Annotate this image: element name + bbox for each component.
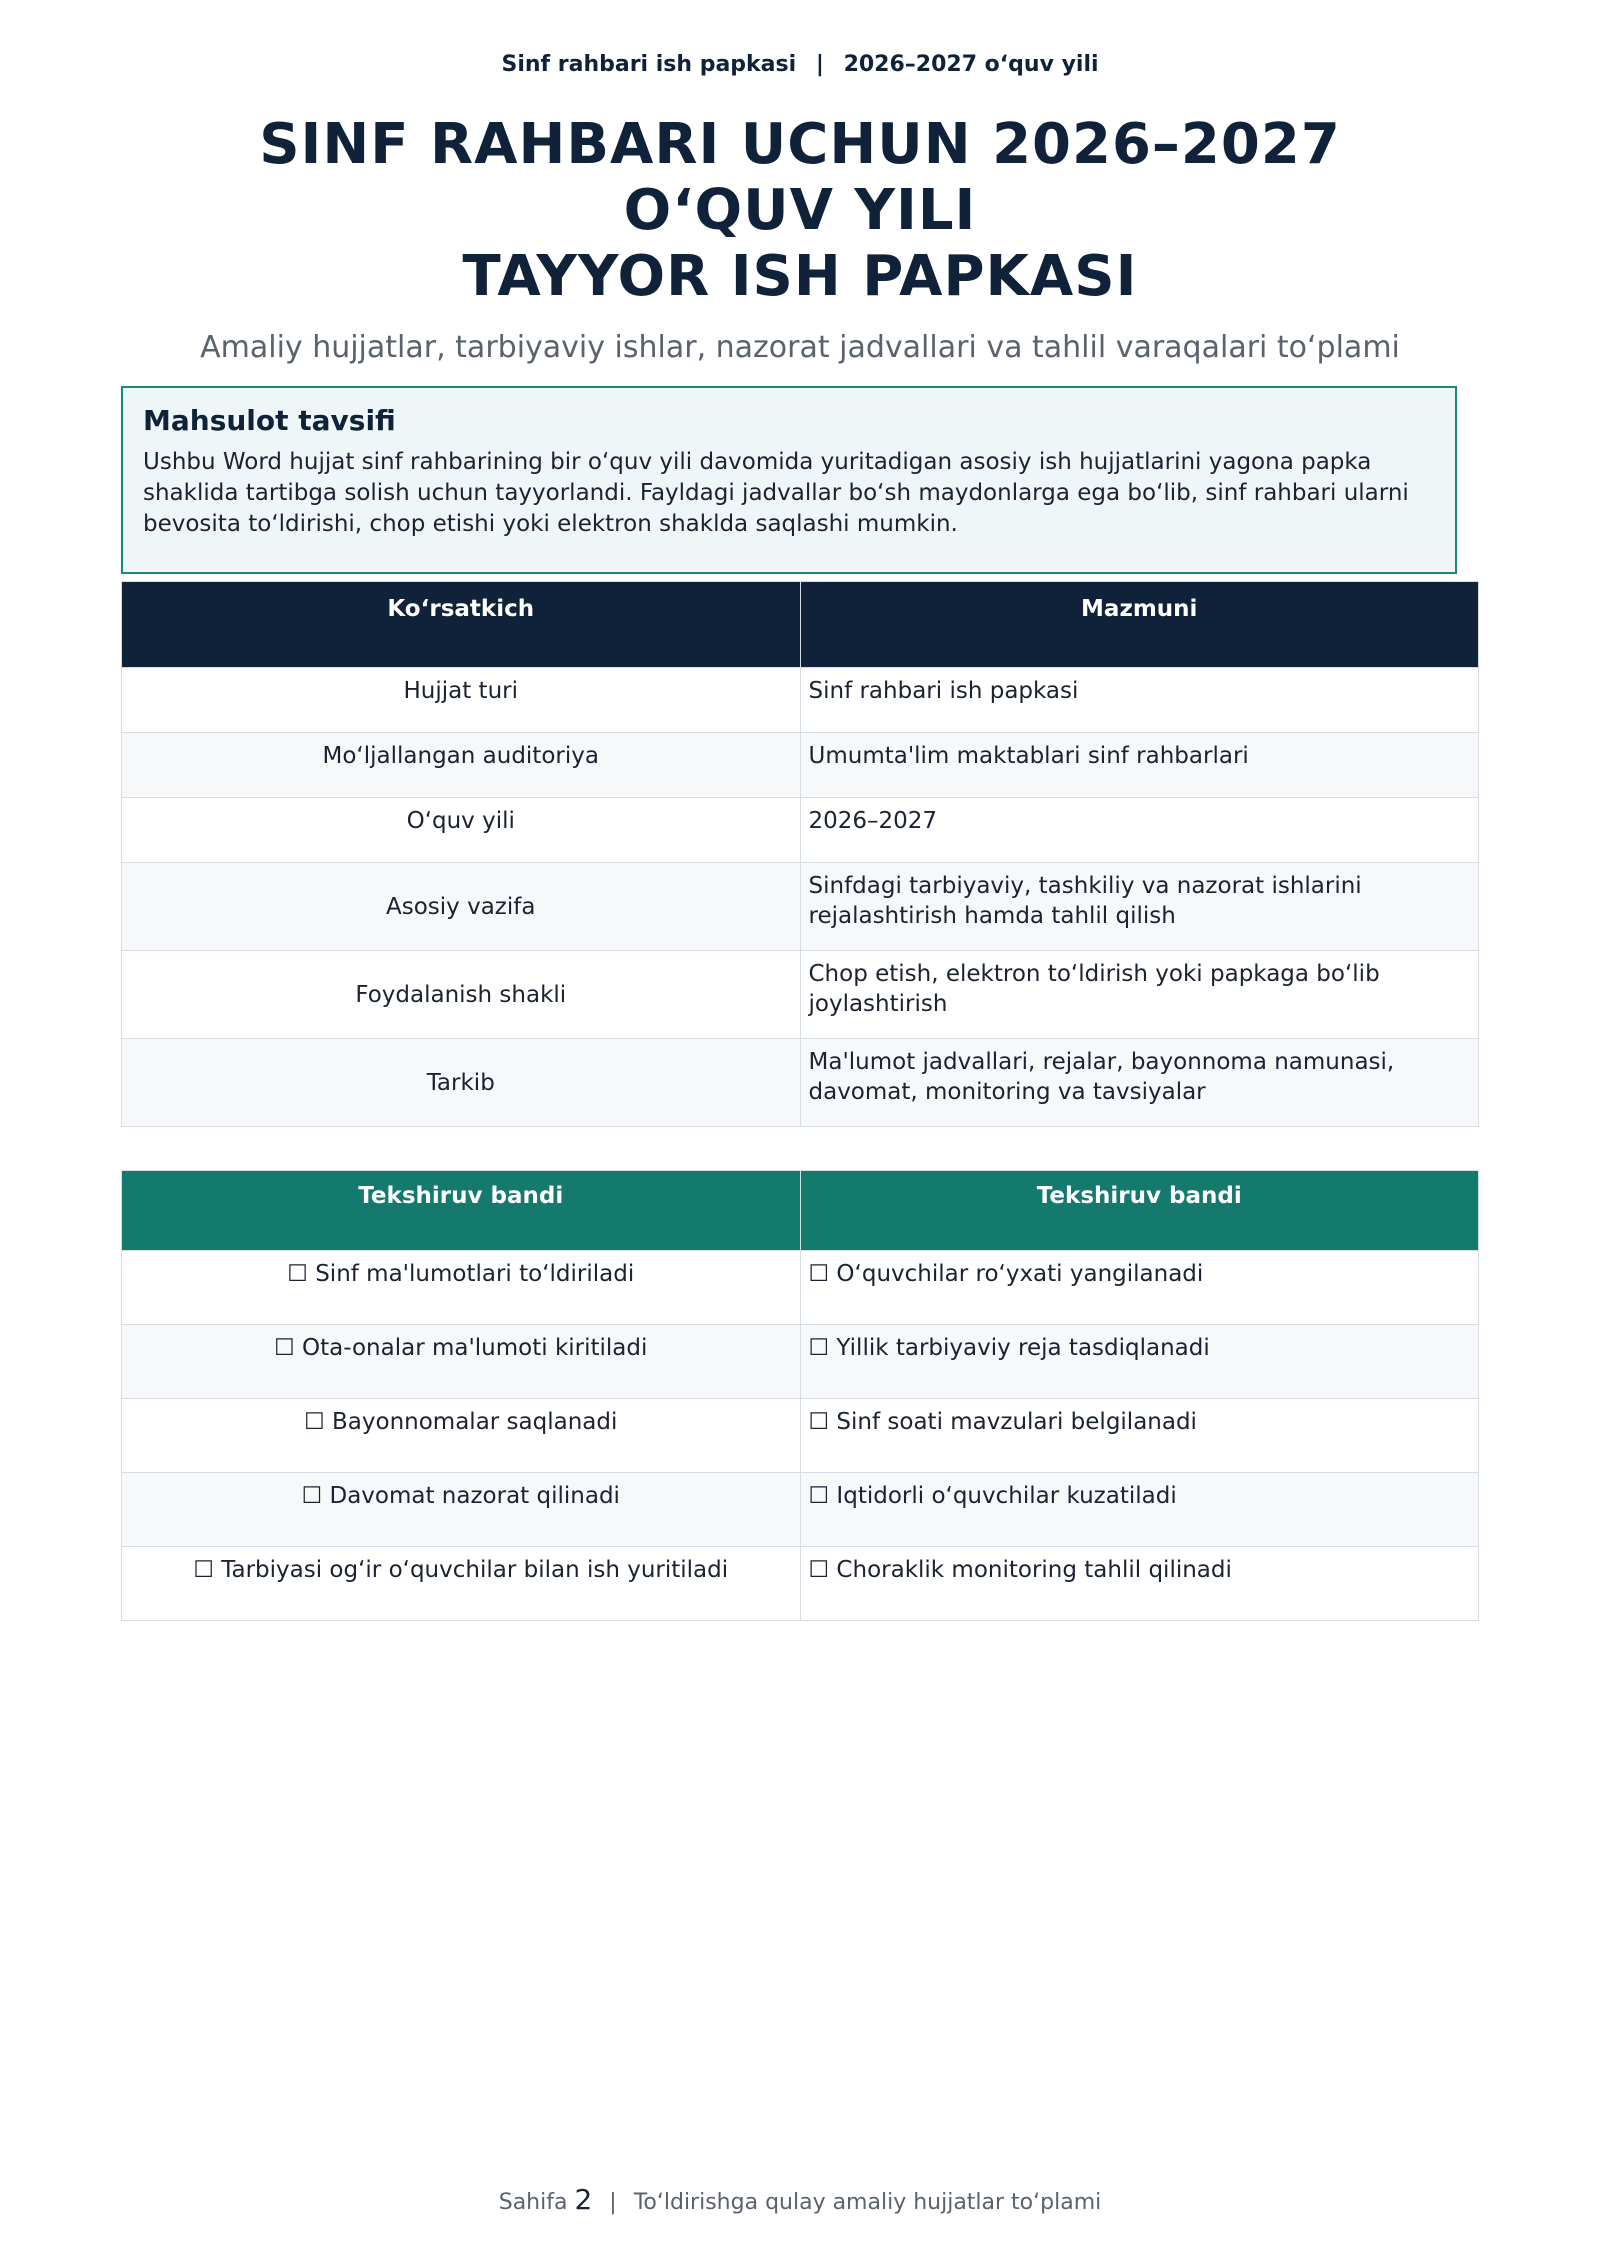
table-row — [122, 1399, 1479, 1473]
document-subtitle: Amaliy hujjatlar, tarbiyaviy ishlar, nazorat jadvallari va tahlil varaqalari to‘plami — [200, 330, 1400, 365]
table-row — [122, 1039, 1479, 1127]
info-header-indicator: Ko‘rsatkich — [122, 582, 801, 668]
info-value: Sinf rahbari ish papkasi — [800, 668, 1479, 733]
checklist-item[interactable]: ☐ Sinf ma'lumotlari to‘ldiriladi — [122, 1251, 801, 1325]
info-key: Hujjat turi — [122, 668, 801, 733]
checklist-item[interactable]: ☐ Bayonnomalar saqlanadi — [122, 1399, 801, 1473]
document-title — [150, 112, 1450, 310]
info-key: O‘quv yili — [122, 798, 801, 863]
header-right: 2026–2027 o‘quv yili — [843, 52, 1099, 77]
info-value: Umumta'lim maktablari sinf rahbarlari — [800, 733, 1479, 798]
description-heading: Mahsulot tavsifi — [143, 404, 396, 437]
checklist-item[interactable]: ☐ Yillik tarbiyaviy reja tasdiqlanadi — [800, 1325, 1479, 1399]
header-separator: | — [815, 52, 824, 77]
footer-page-label: Sahifa — [498, 2190, 568, 2215]
checklist-item[interactable]: ☐ Tarbiyasi og‘ir o‘quvchilar bilan ish yuritiladi — [122, 1547, 801, 1621]
running-header — [0, 52, 1600, 77]
table-row — [122, 951, 1479, 1039]
info-key: Foydalanish shakli — [122, 951, 801, 1039]
checklist-table — [121, 1170, 1479, 1621]
table-row — [122, 1251, 1479, 1325]
table-row — [122, 798, 1479, 863]
table-row — [122, 1547, 1479, 1621]
header-left: Sinf rahbari ish papkasi — [501, 52, 797, 77]
title-line-2: TAYYOR ISH PAPKASI — [462, 244, 1138, 309]
footer-separator: | — [609, 2190, 617, 2215]
table-row — [122, 1473, 1479, 1547]
info-key: Tarkib — [122, 1039, 801, 1127]
table-row — [122, 1325, 1479, 1399]
info-table-header-row — [122, 582, 1479, 668]
info-value: Sinfdagi tarbiyaviy, tashkiliy va nazorat ishlarini rejalashtirish hamda tahlil qilish — [800, 863, 1479, 951]
title-line-1: SINF RAHBARI UCHUN 2026–2027 O‘QUV YILI — [259, 112, 1341, 243]
checklist-header-row — [122, 1171, 1479, 1251]
info-header-content: Mazmuni — [800, 582, 1479, 668]
table-row — [122, 668, 1479, 733]
footer-text: To‘ldirishga qulay amaliy hujjatlar to‘plami — [633, 2190, 1102, 2215]
checklist-item[interactable]: ☐ O‘quvchilar ro‘yxati yangilanadi — [800, 1251, 1479, 1325]
info-value: Chop etish, elektron to‘ldirish yoki papkaga bo‘lib joylashtirish — [800, 951, 1479, 1039]
table-row — [122, 733, 1479, 798]
info-value: Ma'lumot jadvallari, rejalar, bayonnoma namunasi, davomat, monitoring va tavsiyalar — [800, 1039, 1479, 1127]
info-key: Mo‘ljallangan auditoriya — [122, 733, 801, 798]
checklist-item[interactable]: ☐ Sinf soati mavzulari belgilanadi — [800, 1399, 1479, 1473]
checklist-item[interactable]: ☐ Davomat nazorat qilinadi — [122, 1473, 801, 1547]
checklist-header-left: Tekshiruv bandi — [122, 1171, 801, 1251]
page-footer — [0, 2183, 1600, 2216]
info-value: 2026–2027 — [800, 798, 1479, 863]
description-box — [121, 386, 1457, 574]
footer-page-number: 2 — [574, 2183, 593, 2216]
info-key: Asosiy vazifa — [122, 863, 801, 951]
checklist-header-right: Tekshiruv bandi — [800, 1171, 1479, 1251]
checklist-item[interactable]: ☐ Iqtidorli o‘quvchilar kuzatiladi — [800, 1473, 1479, 1547]
checklist-item[interactable]: ☐ Ota-onalar ma'lumoti kiritiladi — [122, 1325, 801, 1399]
description-text: Ushbu Word hujjat sinf rahbarining bir o‘quv yili davomida yuritadigan asosiy ish hujjatlarini yagona papka shaklida tartibga solish uchun tayyorlandi. Fayldagi jadvallar bo‘sh maydonlarga ega bo‘lib, sinf rahbari ularni bevosita to‘ldirishi, chop etishi yoki elektron shaklda saqlashi mumkin. — [143, 449, 1409, 537]
info-table — [121, 581, 1479, 1127]
table-row — [122, 863, 1479, 951]
checklist-item[interactable]: ☐ Choraklik monitoring tahlil qilinadi — [800, 1547, 1479, 1621]
